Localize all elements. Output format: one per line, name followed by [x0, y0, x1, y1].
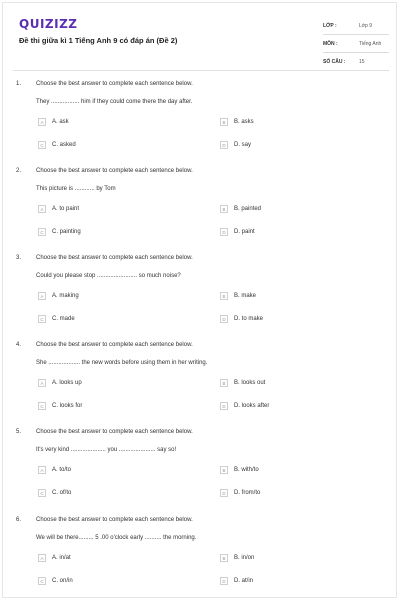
quizizz-logo: QUIZIZZ — [19, 17, 78, 31]
option-text: B. looks out — [234, 380, 266, 386]
option-letter-box: A — [38, 554, 46, 562]
question-instruction: Choose the best answer to complete each sentence below. — [36, 255, 193, 261]
option-b[interactable] — [220, 117, 254, 127]
question-number: 3. — [16, 255, 22, 261]
question-6 — [3, 517, 398, 603]
question-instruction: Choose the best answer to complete each sentence below. — [36, 168, 193, 174]
option-a[interactable] — [38, 117, 69, 127]
option-text: B. painted — [234, 206, 262, 212]
meta-label: SỐ CÂU : — [323, 58, 346, 65]
option-letter-box: A — [38, 205, 46, 213]
option-c[interactable] — [38, 401, 82, 411]
quiz-meta — [323, 17, 389, 71]
question-text: This picture is ............ by Tom — [36, 186, 116, 192]
meta-value: Tiếng Anh — [359, 40, 382, 47]
option-c[interactable] — [38, 314, 75, 324]
option-letter-box: B — [220, 205, 228, 213]
option-a[interactable] — [38, 553, 71, 563]
option-text: C. asked — [52, 142, 76, 148]
option-d[interactable] — [220, 227, 255, 237]
question-instruction: Choose the best answer to complete each sentence below. — [36, 517, 193, 523]
option-letter-box: D — [220, 402, 228, 410]
question-number: 6. — [16, 517, 22, 523]
meta-label: MÔN : — [323, 40, 338, 47]
option-b[interactable] — [220, 378, 265, 388]
meta-value: 15 — [359, 58, 365, 65]
option-text: B. in/on — [234, 555, 255, 561]
option-letter-box: D — [220, 228, 228, 236]
option-letter-box: B — [220, 292, 228, 300]
meta-label: LỚP : — [323, 22, 337, 29]
option-text: D. from/to — [234, 490, 261, 496]
question-text: We will be there......... 5 .00 o'clock early .......... the morning. — [36, 535, 197, 541]
option-text: B. make — [234, 293, 257, 299]
option-text: A. looks up — [52, 380, 82, 386]
option-letter-box: B — [220, 118, 228, 126]
option-d[interactable] — [220, 488, 260, 498]
question-text: She ................... the new words before using them in her writing. — [36, 360, 208, 366]
option-d[interactable] — [220, 401, 269, 411]
question-2 — [3, 168, 398, 254]
option-text: C. made — [52, 316, 75, 322]
option-letter-box: C — [38, 402, 46, 410]
question-number: 4. — [16, 342, 22, 348]
option-letter-box: B — [220, 554, 228, 562]
question-4 — [3, 342, 398, 428]
option-c[interactable] — [38, 140, 76, 150]
option-letter-box: A — [38, 379, 46, 387]
question-3 — [3, 255, 398, 341]
option-d[interactable] — [220, 314, 263, 324]
option-a[interactable] — [38, 378, 82, 388]
question-text: It's very kind ..................... you ...................... say so! — [36, 447, 177, 453]
option-text: D. paint — [234, 229, 255, 235]
option-d[interactable] — [220, 140, 251, 150]
option-text: D. looks after — [234, 403, 270, 409]
option-b[interactable] — [220, 553, 254, 563]
option-letter-box: C — [38, 577, 46, 585]
option-a[interactable] — [38, 465, 71, 475]
meta-row-question-count — [323, 53, 389, 71]
meta-value: Lớp 9 — [359, 22, 373, 29]
quiz-title: Đề thi giữa kì 1 Tiếng Anh 9 có đáp án (Đề 2) — [19, 36, 178, 45]
option-text: C. looks for — [52, 403, 83, 409]
option-text: A. to/to — [52, 467, 72, 473]
option-letter-box: A — [38, 292, 46, 300]
option-letter-box: D — [220, 315, 228, 323]
option-text: A. ask — [52, 119, 69, 125]
option-a[interactable] — [38, 291, 79, 301]
option-letter-box: D — [220, 489, 228, 497]
worksheet-page — [2, 2, 397, 598]
question-text: Could you please stop ........................ so much noise? — [36, 273, 181, 279]
option-text: B. asks — [234, 119, 254, 125]
option-letter-box: C — [38, 489, 46, 497]
question-instruction: Choose the best answer to complete each sentence below. — [36, 342, 193, 348]
option-letter-box: B — [220, 466, 228, 474]
meta-row-subject — [323, 35, 389, 53]
option-text: A. to paint — [52, 206, 80, 212]
option-c[interactable] — [38, 488, 71, 498]
option-text: D. say — [234, 142, 252, 148]
option-b[interactable] — [220, 465, 259, 475]
question-number: 5. — [16, 429, 22, 435]
option-d[interactable] — [220, 576, 253, 586]
option-b[interactable] — [220, 291, 256, 301]
meta-row-class — [323, 17, 389, 35]
option-letter-box: D — [220, 577, 228, 585]
option-text: D. at/in — [234, 578, 254, 584]
option-text: A. making — [52, 293, 79, 299]
option-text: C. of/to — [52, 490, 72, 496]
question-instruction: Choose the best answer to complete each sentence below. — [36, 81, 193, 87]
option-text: B. with/to — [234, 467, 259, 473]
option-c[interactable] — [38, 576, 73, 586]
option-letter-box: B — [220, 379, 228, 387]
option-text: A. in/at — [52, 555, 71, 561]
question-number: 1. — [16, 81, 22, 87]
question-instruction: Choose the best answer to complete each sentence below. — [36, 429, 193, 435]
question-1 — [3, 81, 398, 167]
option-letter-box: A — [38, 466, 46, 474]
option-text: C. on/in — [52, 578, 73, 584]
question-5 — [3, 429, 398, 515]
option-letter-box: C — [38, 141, 46, 149]
question-number: 2. — [16, 168, 22, 174]
option-letter-box: D — [220, 141, 228, 149]
option-letter-box: C — [38, 315, 46, 323]
option-text: C. painting — [52, 229, 81, 235]
option-b[interactable] — [220, 204, 261, 214]
option-text: D. to make — [234, 316, 264, 322]
option-letter-box: C — [38, 228, 46, 236]
option-a[interactable] — [38, 204, 79, 214]
option-c[interactable] — [38, 227, 81, 237]
header-divider — [13, 70, 386, 71]
option-letter-box: A — [38, 118, 46, 126]
question-text: They ................. him if they could come there the day after. — [36, 99, 193, 105]
